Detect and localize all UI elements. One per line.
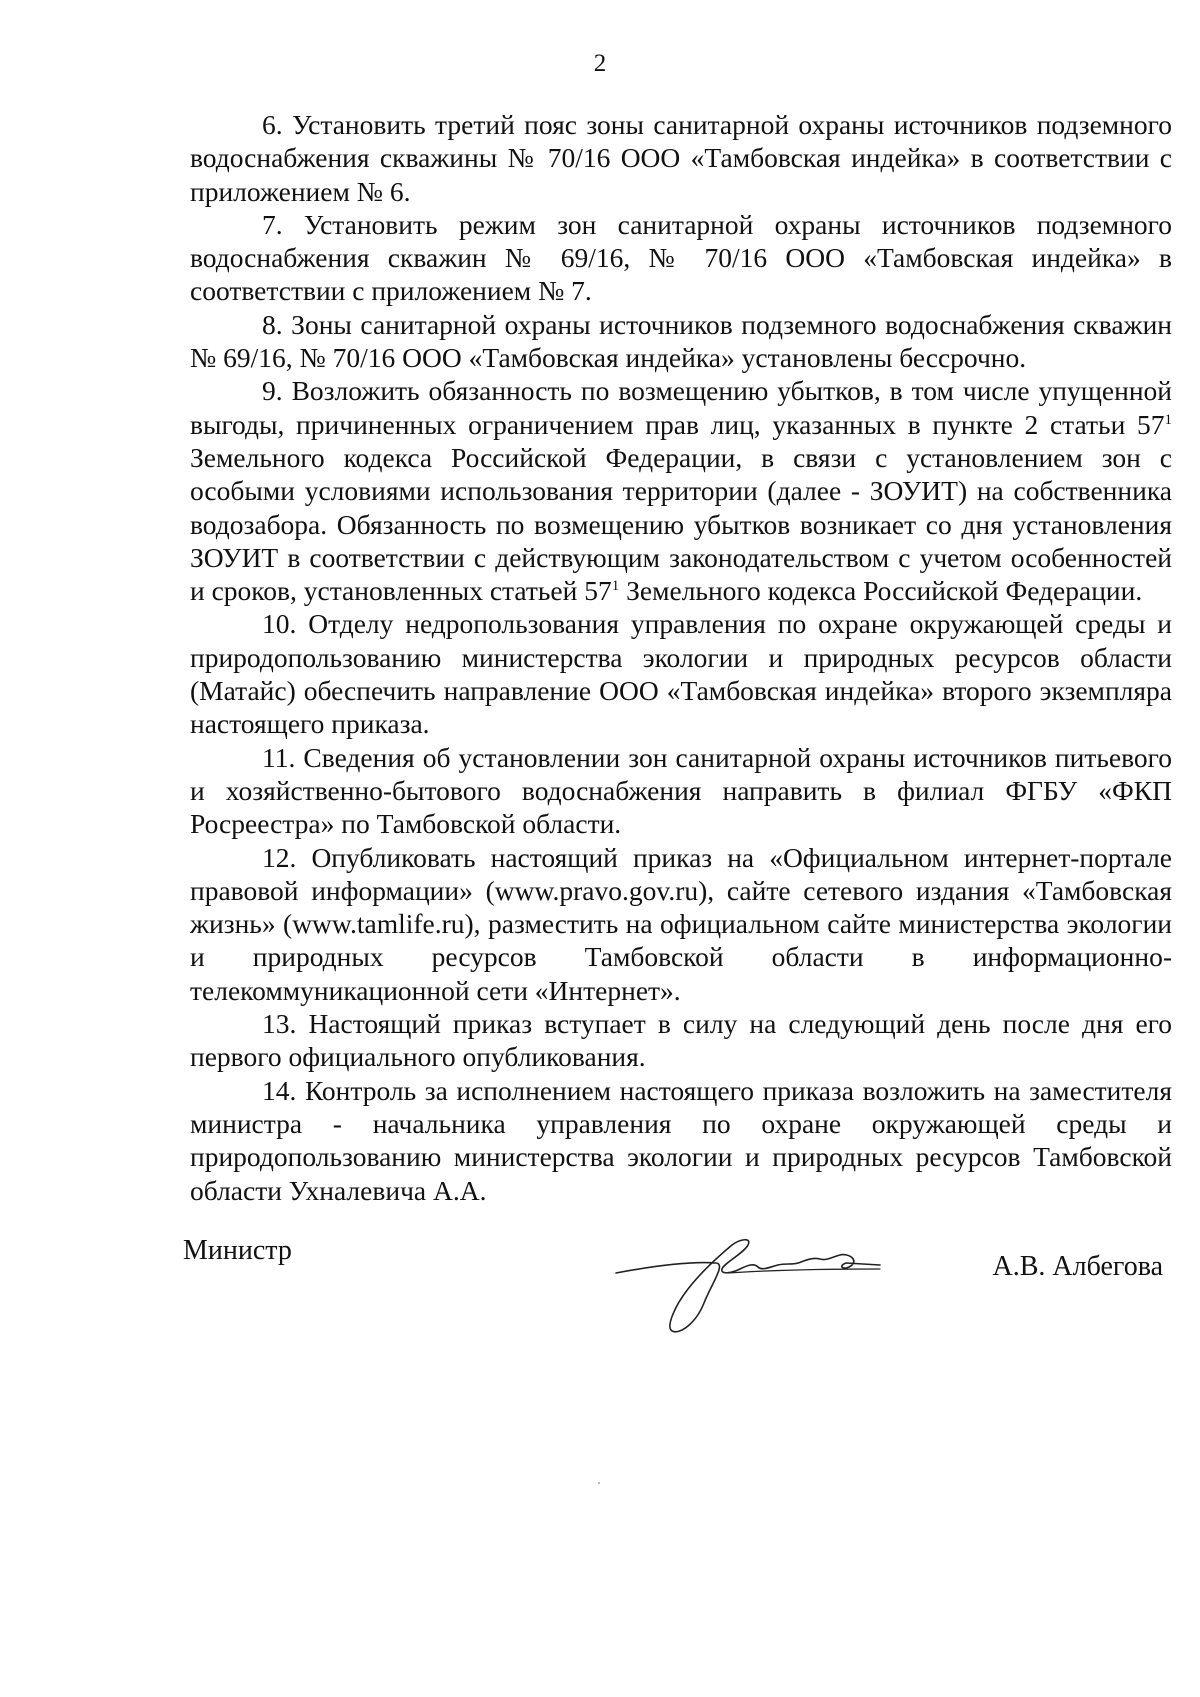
clause-8: 8. Зоны санитарной охраны источников подземного водоснабжения скважин № 69/16, № 70/16 ООО «Тамбовская индейка» установлены бессрочно.	[190, 308, 1172, 374]
clause-9-text-c: Земельного кодекса Российской Федерации.	[619, 575, 1143, 607]
clause-12: 12. Опубликовать настоящий приказ на «Официальном интернет-портале правовой информации» (www.pravo.gov.ru), сайте сетевого издания «Тамбовская жизнь» (www.tamlife.ru), разместить на официальном сайте министерства экологии и природных ресурсов Тамбовской области в информационно-телекоммуникационной сети «Интернет».	[190, 841, 1172, 1006]
handwritten-signature	[608, 1223, 888, 1343]
clause-13: 13. Настоящий приказ вступает в силу на следующий день после дня его первого официального опубликования.	[190, 1008, 1172, 1073]
page-number: 2	[593, 50, 607, 77]
clause-14: 14. Контроль за исполнением настоящего приказа возложить на заместителя министра - начальника управления по охране окружающей среды и природопользованию министерства экологии и природных ресурсов Тамбовской области Ухналевича А.А.	[190, 1074, 1172, 1206]
signatory-role: Министр	[183, 1235, 292, 1266]
clause-9	[190, 374, 1172, 607]
scan-speck	[598, 1482, 600, 1484]
document-body	[190, 108, 1172, 1207]
clause-11: 11. Сведения об установлении зон санитарной охраны источников питьевого и хозяйственно-бытового водоснабжения направить в филиал ФГБУ «ФКП Росреестра» по Тамбовской области.	[190, 741, 1172, 840]
clause-10: 10. Отделу недропользования управления по охране окружающей среды и природопользованию министерства экологии и природных ресурсов области (Матайс) обеспечить направление ООО «Тамбовская индейка» второго экземпляра настоящего приказа.	[190, 608, 1172, 740]
superscript-marker: 1	[1164, 411, 1172, 428]
signature-block	[183, 1235, 1163, 1355]
clause-9-text-a: 9. Возложить обязанность по возмещению убытков, в том числе упущенной выгоды, причиненных ограничением прав лиц, указанных в пункте 2 статьи 57	[190, 375, 1172, 440]
signatory-name: А.В. Албегова	[992, 1251, 1163, 1282]
clause-7: 7. Установить режим зон санитарной охраны источников подземного водоснабжения скважин № 69/16, № 70/16 ООО «Тамбовская индейка» в соответствии с приложением № 7.	[190, 208, 1172, 307]
clause-6: 6. Установить третий пояс зоны санитарной охраны источников подземного водоснабжения скважины № 70/16 ООО «Тамбовская индейка» в соответствии с приложением № 6.	[190, 109, 1172, 207]
superscript-marker: 1	[611, 578, 620, 594]
clause-9-text-b: Земельного кодекса Российской Федерации, в связи с установлением зон с особыми условиями использования территории (далее - ЗОУИТ) на собственника водозабора. Обязанность по возмещению убытков возникает со дня установления ЗОУИТ в соответствии с действующим законодательством с учетом особенностей и сроков, установленных статьей 57	[190, 441, 1172, 607]
